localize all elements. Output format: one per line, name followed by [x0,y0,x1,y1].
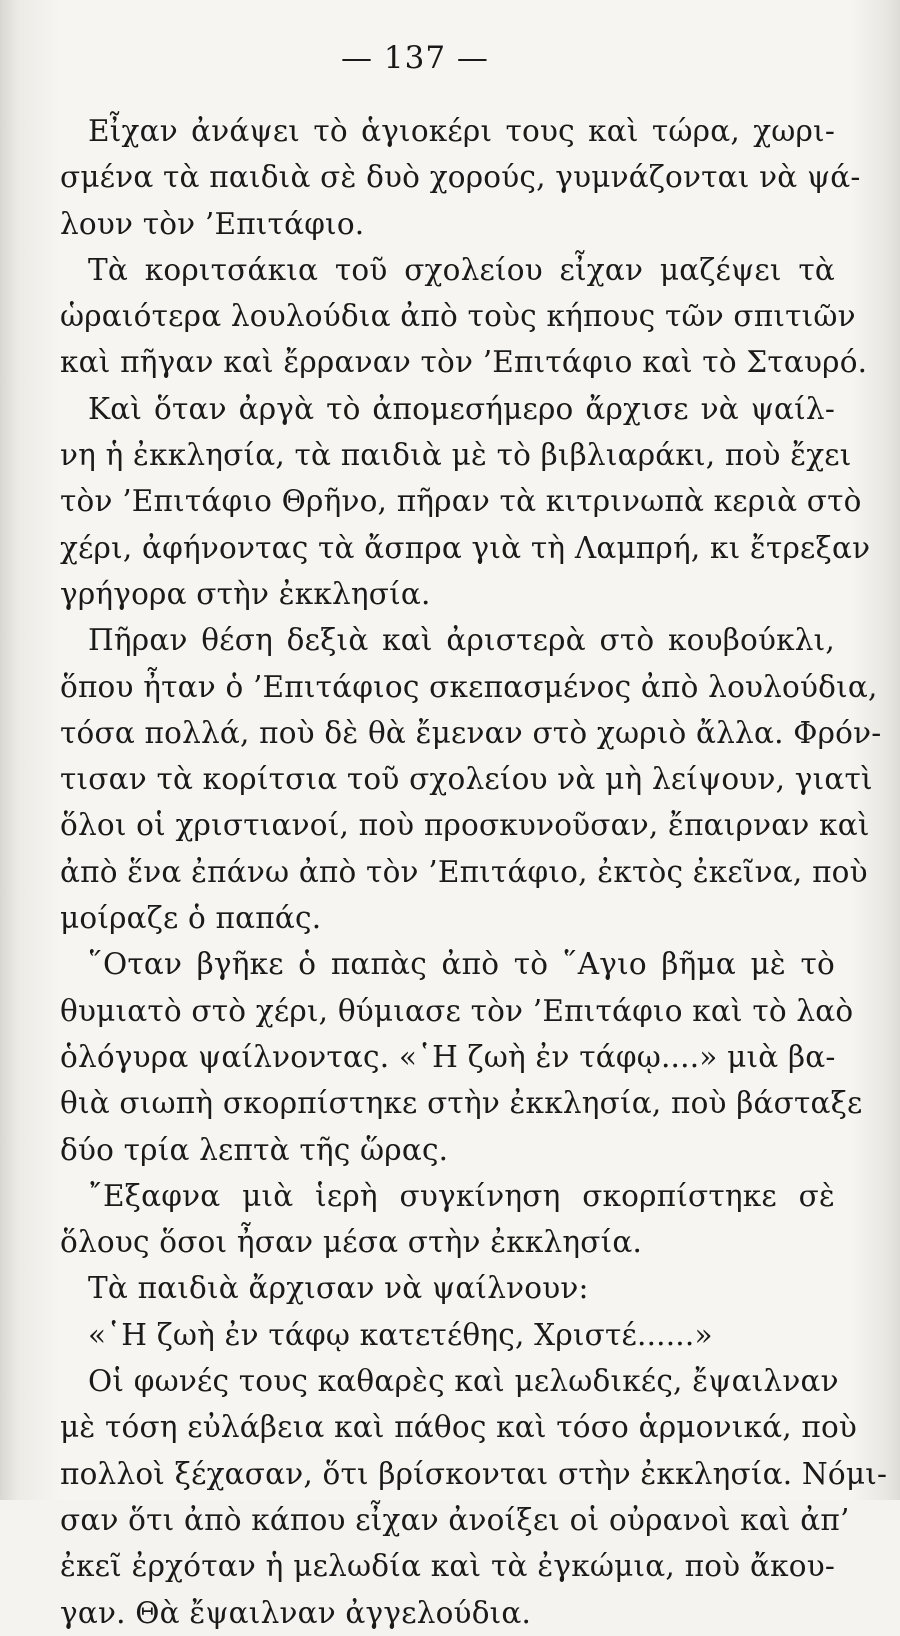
text-line: ἐκεῖ ἐρχόταν ἡ μελωδία καὶ τὰ ἐγκώμια, ποὺ ἄκου- [60,1549,835,1584]
text-line: τόσα πολλά, ποὺ δὲ θὰ ἔμεναν στὸ χωριὸ ἄλλα. Φρόν- [60,715,882,750]
text-line: Τὰ κοριτσάκια τοῦ σχολείου εἶχαν μαζέψει τὰ [88,252,835,287]
text-line: τισαν τὰ κορίτσια τοῦ σχολείου νὰ μὴ λείψουν, γιατὶ [60,762,873,797]
text-line: ὁλόγυρα ψαίλνοντας. «῾Η ζωὴ ἐν τάφῳ....» μιὰ βα- [60,1039,836,1074]
text-line: «῾Η ζωὴ ἐν τάφῳ κατετέθης, Χριστέ......» [88,1317,713,1352]
text-line: γαν. Θὰ ἔψαιλναν ἀγγελούδια. [60,1595,532,1630]
text-line: ῎Εξαφνα μιὰ ἱερὴ συγκίνηση σκορπίστηκε σὲ [88,1178,835,1213]
text-line: τὸν ’Επιτάφιο Θρῆνο, πῆραν τὰ κιτρινωπὰ κεριὰ στὸ [60,484,862,519]
text-line: νη ἡ ἐκκλησία, τὰ παιδιὰ μὲ τὸ βιβλιαράκι, ποὺ ἔχει [60,438,852,473]
page-number: — 137 — [341,40,489,76]
text-line: ἀπὸ ἕνα ἐπάνω ἀπὸ τὸν ’Επιτάφιο, ἐκτὸς ἐκεῖνα, ποὺ [60,854,868,889]
text-line: χέρι, ἀφήνοντας τὰ ἄσπρα γιὰ τὴ Λαμπρή, κι ἔτρεξαν [60,530,871,565]
text-line: ῞Οταν βγῆκε ὁ παπὰς ἀπὸ τὸ ῞Αγιο βῆμα μὲ τὸ [88,947,835,982]
text-line: Οἱ φωνές τους καθαρὲς καὶ μελωδικές, ἔψαιλναν [88,1364,839,1399]
text-line: μὲ τόση εὐλάβεια καὶ πάθος καὶ τόσο ἁρμονικά, ποὺ [60,1410,858,1445]
text-line: ὅλοι οἱ χριστιανοί, ποὺ προσκυνοῦσαν, ἔπαιρναν καὶ [60,808,870,843]
text-line: θυμιατὸ στὸ χέρι, θύμιασε τὸν ’Επιτάφιο καὶ τὸ λαὸ [60,993,854,1028]
text-line: Εἶχαν ἀνάψει τὸ ἁγιοκέρι τους καὶ τώρα, χωρι- [88,114,835,148]
text-line: καὶ πῆγαν καὶ ἔρραναν τὸν ’Επιτάφιο καὶ τὸ Σταυρό. [60,345,868,380]
text-line: ὡραιότερα λουλούδια ἀπὸ τοὺς κήπους τῶν σπιτιῶν [60,299,856,334]
text-line: γρήγορα στὴν ἐκκλησία. [60,576,431,611]
text-line: Τὰ παιδιὰ ἄρχισαν νὰ ψαίλνουν: [88,1271,589,1306]
text-line: ὅπου ἦταν ὁ ’Επιτάφιος σκεπασμένος ἀπὸ λουλούδια, [60,669,878,704]
text-line: ὅλους ὅσοι ἦσαν μέσα στὴν ἐκκλησία. [60,1225,643,1260]
text-line: πολλοὶ ξέχασαν, ὅτι βρίσκονται στὴν ἐκκλησία. Νόμι- [60,1456,888,1491]
text-line: Καὶ ὅταν ἀργὰ τὸ ἀπομεσήμερο ἄρχισε νὰ ψαίλ- [88,391,835,426]
text-line: σαν ὅτι ἀπὸ κάπου εἶχαν ἀνοίξει οἱ οὐρανοὶ καὶ ἀπ’ [60,1502,850,1537]
text-line: σμένα τὰ παιδιὰ σὲ δυὸ χορούς, γυμνάζονται νὰ ψά- [60,160,861,195]
text-line: δύο τρία λεπτὰ τῆς ὥρας. [60,1132,449,1167]
text-line: λουν τὸν ’Επιτάφιο. [60,206,365,241]
text-line: θιὰ σιωπὴ σκορπίστηκε στὴν ἐκκλησία, ποὺ βάσταξε [60,1086,863,1121]
text-line: Πῆραν θέση δεξιὰ καὶ ἀριστερὰ στὸ κουβούκλι, [88,623,835,658]
body-text [60,108,888,1636]
text-line: μοίραζε ὁ παπάς. [60,901,322,936]
